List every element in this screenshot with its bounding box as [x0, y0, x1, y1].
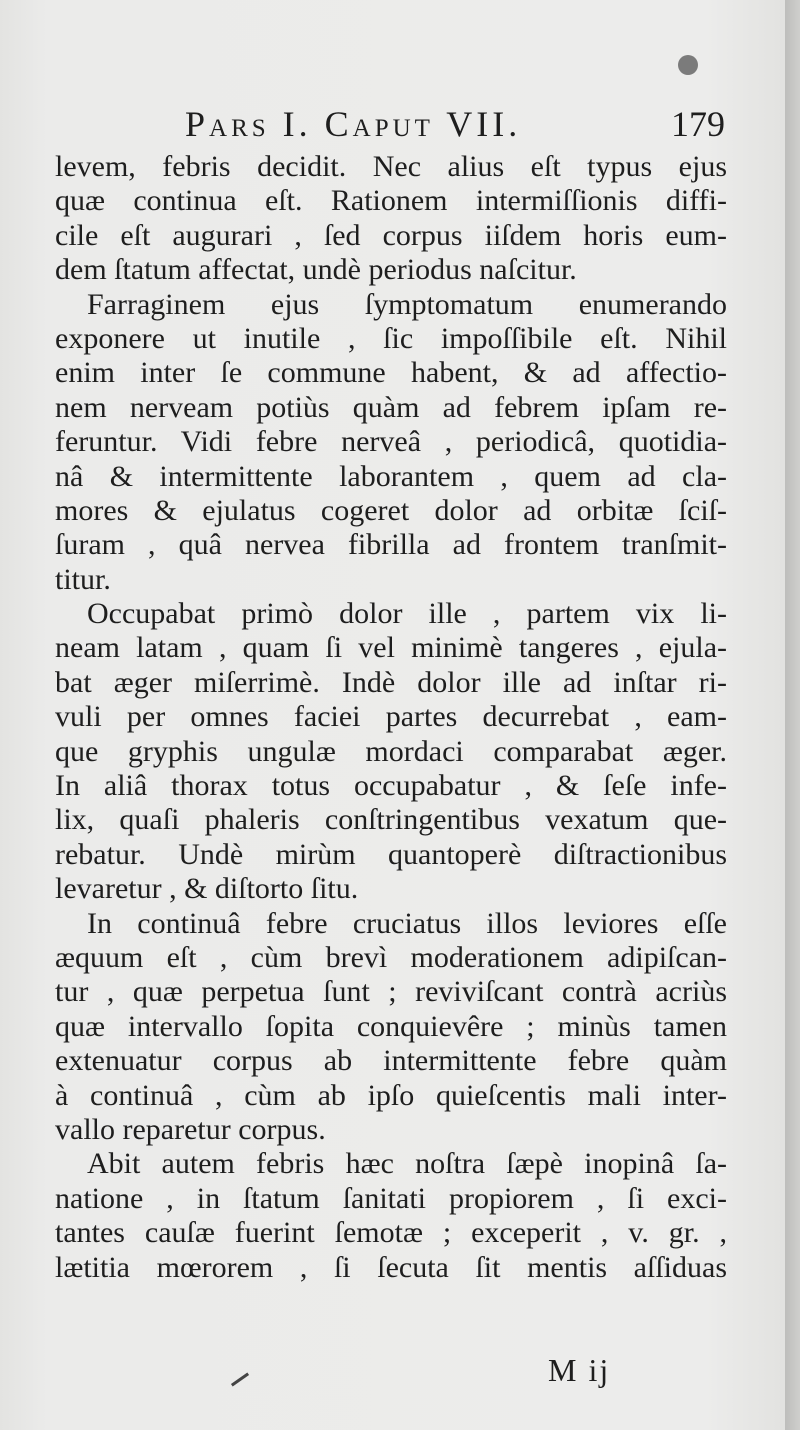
ink-spot: [678, 55, 698, 75]
text-line: Farraginem ejus ſymptomatum enumerando: [87, 287, 727, 321]
text-line: bat æger miſerrimè. Indè dolor ille ad inſtar ri-: [55, 665, 727, 699]
text-line: mores & ejulatus cogeret dolor ad orbitæ ſciſ-: [55, 493, 727, 527]
text-line: Abit autem febris hæc noſtra ſæpè inopinâ ſa-: [87, 1147, 727, 1181]
text-line: vallo reparetur corpus.: [55, 1112, 326, 1146]
text-line: extenuatur corpus ab intermittente febre quàm: [55, 1044, 727, 1078]
text-line: tantes cauſæ fuerint ſemotæ ; exceperit , v. gr. ,: [55, 1216, 727, 1250]
text-line: que gryphis ungulæ mordaci comparabat æger.: [55, 734, 727, 768]
text-line: æquum eſt , cùm brevì moderationem adipiſcan-: [55, 940, 727, 974]
text-line: titur.: [55, 562, 111, 596]
text-line: feruntur. Vidi febre nerveâ , periodicâ, quotidia-: [55, 425, 727, 459]
text-line: neam latam , quam ſi vel minimè tangeres , ejula-: [55, 631, 727, 665]
text-line: dem ſtatum affectat, undè periodus naſcitur.: [55, 253, 577, 287]
signature-mark: M ij: [548, 1352, 611, 1388]
text-line: Occupabat primò dolor ille , partem vix li-: [87, 597, 727, 631]
text-line: ſuram , quâ nervea fibrilla ad frontem tranſmit-: [55, 528, 727, 562]
text-line: lætitia mœrorem , ſi ſecuta ſit mentis aſſiduas: [55, 1250, 727, 1284]
text-line: nâ & intermittente laborantem , quem ad cla-: [55, 459, 727, 493]
text-line: quæ intervallo ſopita conquievêre ; minùs tamen: [55, 1009, 727, 1043]
text-line: In continuâ febre cruciatus illos leviores eſſe: [87, 906, 727, 940]
text-line: levaretur , & diſtorto ſitu.: [55, 872, 359, 906]
body-text: [55, 150, 727, 1285]
text-line: à continuâ , cùm ab ipſo quieſcentis mali inter-: [55, 1078, 727, 1112]
text-line: nem nerveam potiùs quàm ad febrem ipſam re-: [55, 390, 727, 424]
text-line: lix, quaſi phaleris conſtringentibus vexatum que-: [55, 803, 727, 837]
running-head: Pars I. Caput VII.: [185, 104, 522, 144]
page-header: [185, 103, 725, 149]
text-line: In aliâ thorax totus occupabatur , & ſeſe infe-: [55, 769, 727, 803]
text-line: natione , in ſtatum ſanitati propiorem , ſi exci-: [55, 1181, 727, 1215]
text-line: levem, febris decidit. Nec alius eſt typus ejus: [55, 150, 727, 183]
text-line: vuli per omnes faciei partes decurrebat , eam-: [55, 700, 727, 734]
text-line: tur , quæ perpetua ſunt ; reviviſcant contrà acriùs: [55, 975, 727, 1009]
page-edge: [785, 0, 800, 1430]
text-line: quæ continua eſt. Rationem intermiſſionis diffi-: [55, 184, 727, 218]
ink-mark: [231, 1373, 249, 1387]
text-line: cile eſt augurari , ſed corpus iiſdem horis eum-: [55, 218, 727, 252]
text-line: enim inter ſe commune habent, & ad affectio-: [55, 356, 727, 390]
page-number: 179: [671, 104, 725, 144]
text-line: rebatur. Undè mirùm quantoperè diſtractionibus: [55, 837, 727, 871]
text-line: exponere ut inutile , ſic impoſſibile eſt. Nihil: [55, 321, 727, 355]
